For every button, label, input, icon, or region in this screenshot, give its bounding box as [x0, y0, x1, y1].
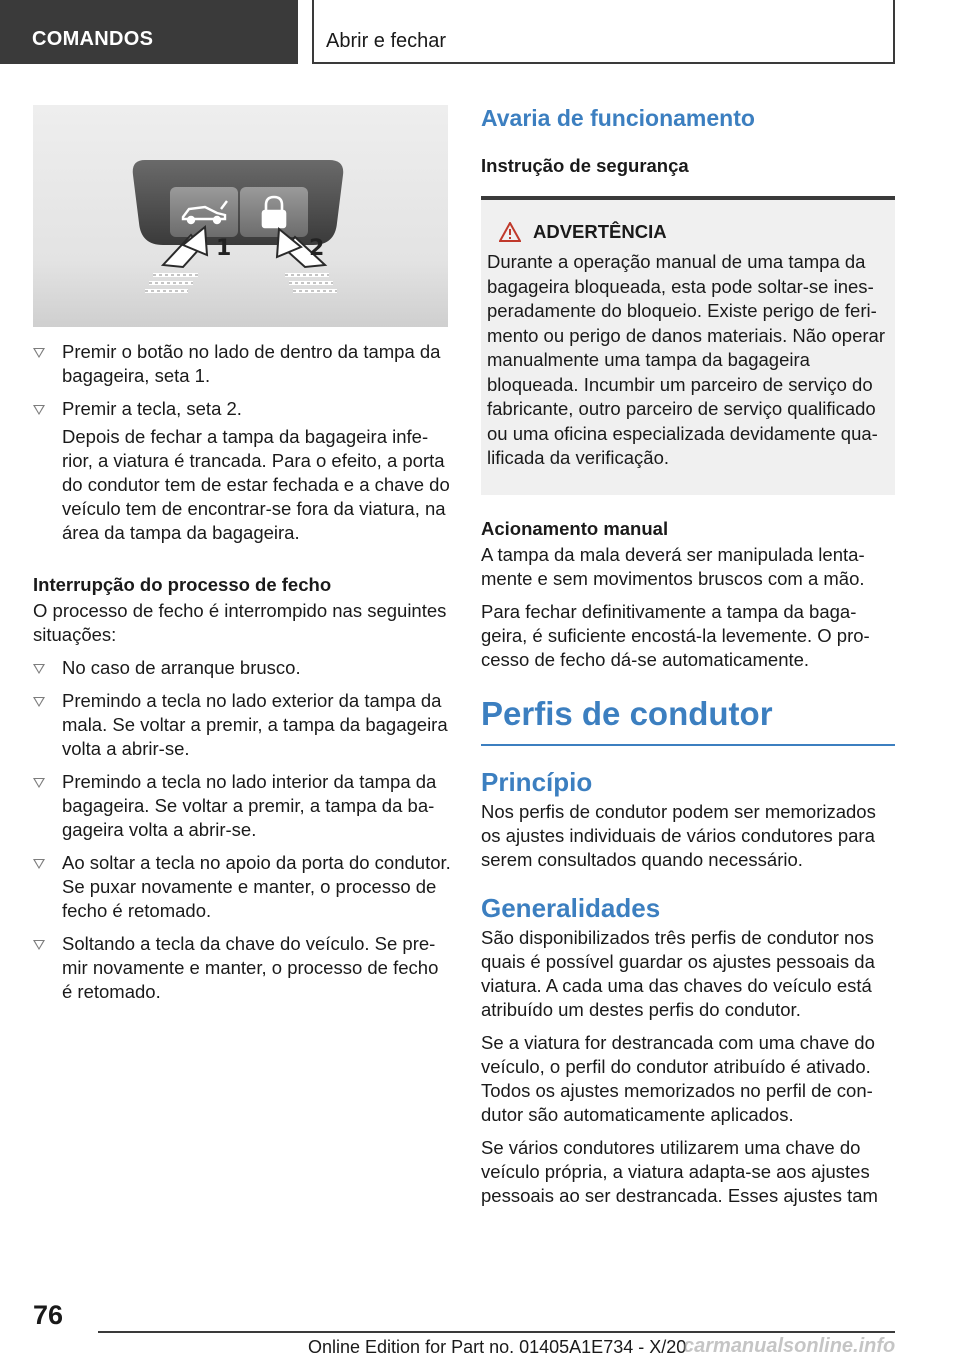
warning-text: Durante a operação manual de uma tampa da bagageira bloqueada, esta pode soltar-se inesperadamente do bloqueio. Existe perigo de ferimento ou perigo de danos materiais. Não operar manualmente uma tampa da bagageira bloqueada. Incumbir um parceiro de serviço do fabricante, outro parceiro de serviço qualificado ou uma oficina especializada devidamente qualificada da verificação.	[487, 251, 885, 468]
avaria-heading: Avaria de funcionamento	[481, 105, 755, 131]
left-column	[33, 340, 451, 1013]
bullet-triangle-icon	[33, 405, 45, 415]
manual-paragraph-1: A tampa da mala deverá ser manipulada lentamente e sem movimentos bruscos com a mão.	[481, 543, 865, 589]
bullet-triangle-icon	[33, 348, 45, 358]
bullet-triangle-icon	[33, 697, 45, 707]
manual-paragraph-2: Para fechar definitivamente a tampa da bagageira, é suficiente encostá-la levemente. O processo de fecho dá-se automaticamente.	[481, 600, 870, 670]
bullet-triangle-icon	[33, 940, 45, 950]
step2-note: Depois de fechar a tampa da bagageira inferior, a viatura é trancada. Para o efeito, a porta do condutor tem de estar fechada e a chave do veículo tem de encontrar-se fora da viatura, na área da tampa da bagageira.	[62, 426, 450, 543]
interrupt-intro: O processo de fecho é interrompido nas seguintes situações:	[33, 600, 447, 645]
trunk-buttons-figure	[33, 105, 448, 327]
list-item: Premir a tecla, seta 2.	[33, 397, 451, 421]
principio-text: Nos perfis de condutor podem ser memorizados os ajustes individuais de vários condutores para serem consultados quando necessário.	[481, 800, 876, 870]
arrow-1-label: 1	[216, 236, 232, 261]
safety-heading: Instrução de segurança	[481, 155, 689, 176]
bullet-triangle-icon	[33, 778, 45, 788]
list-item: Premindo a tecla no lado interior da tampa da bagageira. Se voltar a premir, a tampa da bagageira volta a abrir-se.	[33, 770, 451, 842]
list-item: Premir o botão no lado de dentro da tampa da bagageira, seta 1.	[33, 340, 451, 388]
interrupt-heading: Interrupção do processo de fecho	[33, 574, 332, 595]
right-column	[481, 104, 895, 1217]
page-number: 76	[33, 1300, 64, 1330]
generalidades-paragraph-2: Se a viatura for destrancada com uma chave do veículo, o perfil do condutor atribuído é ativado. Todos os ajustes memorizados no perfil de condutor são automaticamente aplicados.	[481, 1031, 875, 1125]
generalidades-heading: Generalidades	[481, 892, 661, 923]
header-section-label: COMANDOS	[32, 28, 154, 50]
perfis-heading: Perfis de condutor	[481, 694, 895, 746]
footer-edition: Online Edition for Part no. 01405A1E734 - X/20	[308, 1337, 687, 1357]
list-item: Soltando a tecla da chave do veículo. Se premir novamente e manter, o processo de fecho é retomado.	[33, 932, 451, 1004]
manual-heading: Acionamento manual	[481, 517, 669, 539]
footer-divider	[98, 1331, 895, 1333]
arrow-2-label: 2	[309, 236, 325, 261]
bullet-triangle-icon	[33, 664, 45, 674]
principio-heading: Princípio	[481, 766, 593, 797]
warning-box	[481, 196, 895, 495]
generalidades-paragraph-1: São disponibilizados três perfis de condutor nos quais é possível guardar os ajustes pessoais da viatura. A cada uma das chaves do veículo está atribuído um destes perfis do condutor.	[481, 926, 875, 1020]
list-item: Ao soltar a tecla no apoio da porta do condutor. Se puxar novamente e manter, o processo de fecho é retomado.	[33, 851, 451, 923]
watermark: carmanualsonline.info	[683, 1335, 896, 1357]
warning-title-row	[499, 220, 887, 244]
generalidades-paragraph-3: Se vários condutores utilizarem uma chave do veículo própria, a viatura adapta-se aos ajustes pessoais ao ser destrancada. Esses ajustes tam	[481, 1136, 878, 1206]
header-title: Abrir e fechar	[326, 30, 447, 52]
warning-title: ADVERTÊNCIA	[533, 221, 667, 242]
warning-triangle-icon	[499, 222, 521, 242]
bullet-triangle-icon	[33, 859, 45, 869]
list-item: Premindo a tecla no lado exterior da tampa da mala. Se voltar a premir, a tampa da bagageira volta a abrir-se.	[33, 689, 451, 761]
list-item: No caso de arranque brusco.	[33, 656, 451, 680]
